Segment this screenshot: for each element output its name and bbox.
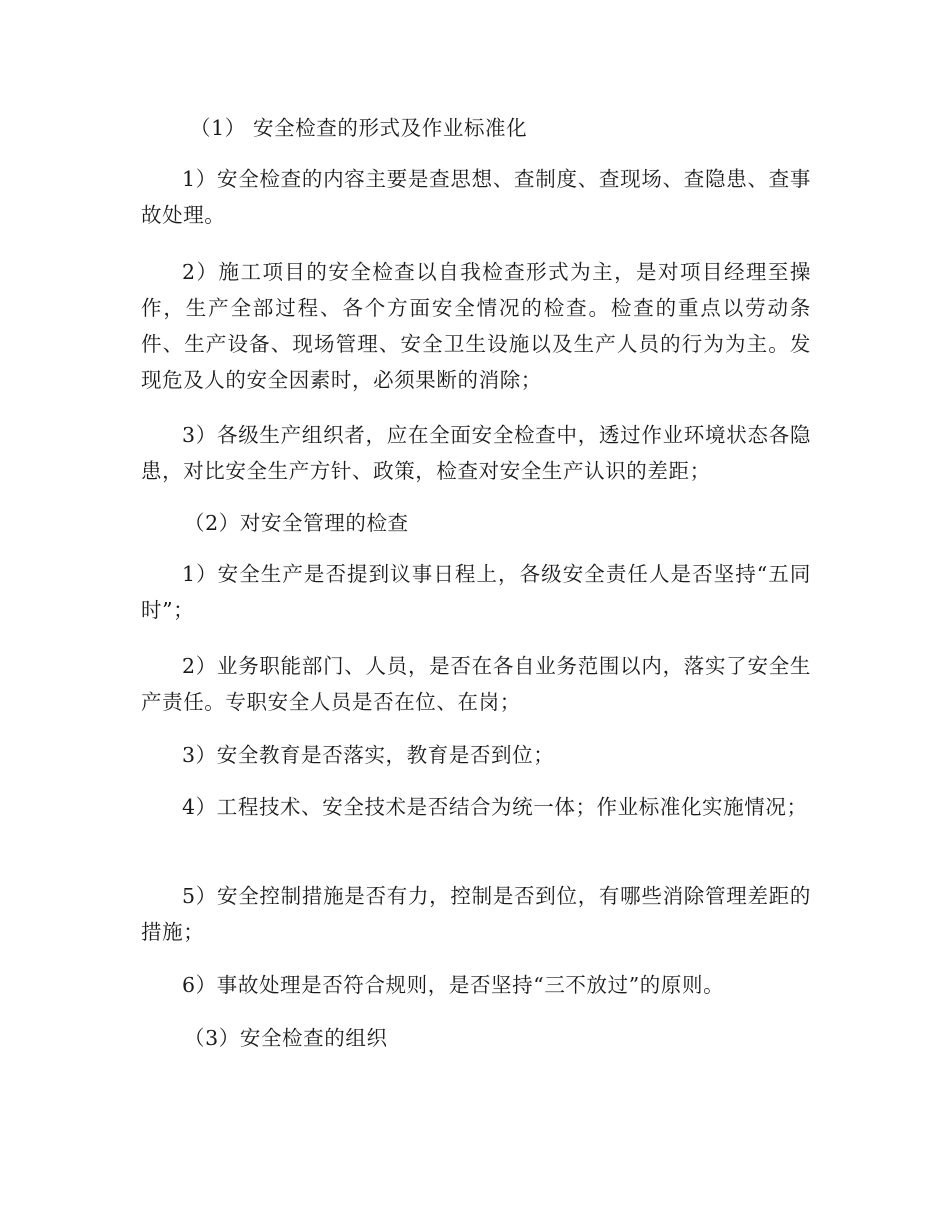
paragraph: 2）施工项目的安全检查以自我检查形式为主，是对项目经理至操作，生产全部过程、各个方面安全情况的检查。检查的重点以劳动条件、生产设备、现场管理、安全卫生设施以及生产人员的行为为主。发现危及人的安全因素时，必须果断的消除； (141, 260, 811, 392)
paragraph: 5）安全控制措施是否有力，控制是否到位，有哪些消除管理差距的措施； (141, 884, 811, 944)
section-1-heading: （1） 安全检查的形式及作业标准化 (190, 116, 528, 140)
paragraph: 6）事故处理是否符合规则，是否坚持“三不放过”的原则。 (182, 973, 725, 997)
section-2-heading: （2）对安全管理的检查 (184, 511, 409, 535)
paragraph: 3）安全教育是否落实，教育是否到位； (182, 743, 555, 767)
paragraph: 3）各级生产组织者，应在全面安全检查中，透过作业环境状态各隐患，对比安全生产方针、政策，检查对安全生产认识的差距； (141, 423, 811, 483)
paragraph: 1）安全生产是否提到议事日程上，各级安全责任人是否坚持“五同时”； (141, 562, 811, 622)
paragraph: 2）业务职能部门、人员，是否在各自业务范围以内，落实了安全生产责任。专职安全人员是否在位、在岗； (141, 654, 811, 714)
paragraph: 1）安全检查的内容主要是查思想、查制度、查现场、查隐患、查事故处理。 (141, 167, 811, 227)
section-3-heading: （3）安全检查的组织 (184, 1026, 388, 1050)
paragraph: 4）工程技术、安全技术是否结合为统一体；作业标准化实施情况； (182, 795, 808, 819)
